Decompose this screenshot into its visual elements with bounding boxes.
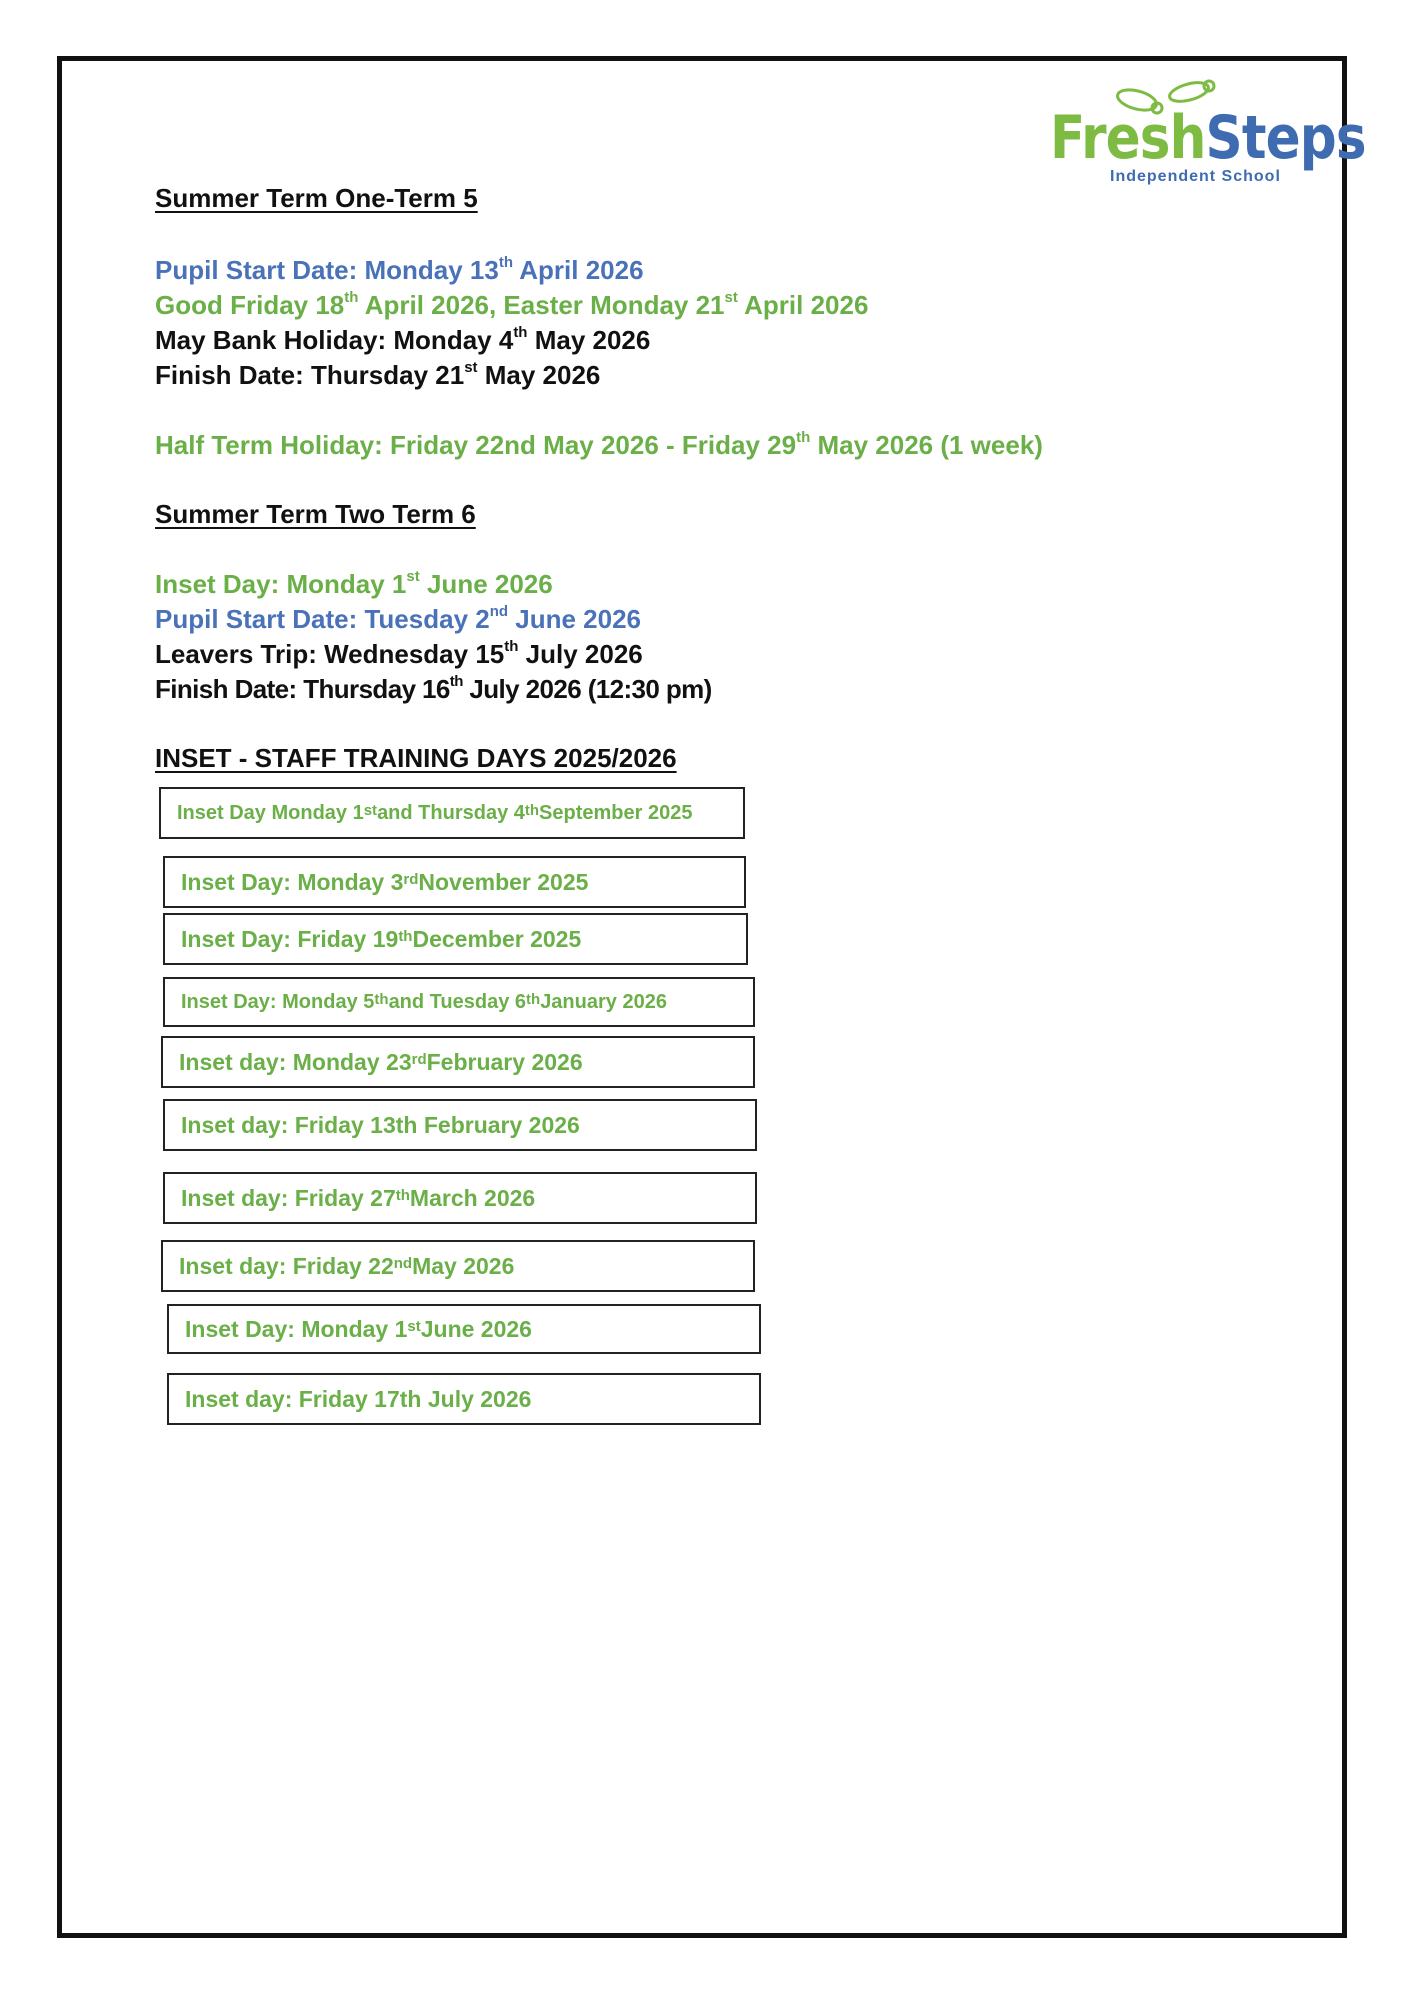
term6-inset-day: Inset Day: Monday 1st June 2026 — [155, 568, 553, 599]
logo-word-steps: Steps — [1205, 103, 1366, 173]
summer-term-two-heading: Summer Term Two Term 6 — [155, 499, 476, 529]
inset-day-box: Inset day: Friday 17th July 2026 — [167, 1373, 761, 1425]
logo-word-fresh: Fresh — [1050, 103, 1206, 173]
inset-day-box: Inset Day: Friday 19 $^{th}$ December 2025 — [163, 913, 748, 965]
inset-day-box: Inset day: Monday 23 $^{rd}$ February 2026 — [161, 1036, 755, 1088]
term6-pupil-start-date: Pupil Start Date: Tuesday 2nd June 2026 — [155, 603, 642, 634]
may-bank-holiday: May Bank Holiday: Monday 4th May 2026 — [155, 324, 651, 355]
inset-day-box: Inset Day: Monday 5 $^{th}$ and Tuesday 6 $^{th}$ January 2026 — [163, 977, 755, 1027]
inset-day-box: Inset Day: Monday 3 $^{rd}$ November 2025 — [163, 856, 746, 908]
inset-day-box: Inset Day Monday 1 $^{st}$ and Thursday 4 $^{th}$ September 2025 — [159, 787, 745, 839]
half-term-holiday: Half Term Holiday: Friday 22nd May 2026 - Friday 29th May 2026 (1 week) — [155, 429, 1043, 460]
inset-day-box: Inset Day: Monday 1 $^{st}$ June 2026 — [167, 1304, 761, 1354]
term5-finish-date: Finish Date: Thursday 21st May 2026 — [155, 359, 601, 390]
easter-dates: Good Friday 18th April 2026, Easter Monday 21st April 2026 — [155, 289, 869, 320]
inset-day-box: Inset day: Friday 13th February 2026 — [163, 1099, 757, 1151]
summer-term-one-heading: Summer Term One-Term 5 — [155, 183, 478, 213]
term6-finish-date: Finish Date: Thursday 16th July 2026 (12:30 pm) — [155, 673, 712, 704]
logo-wordmark — [1050, 103, 1366, 173]
fresh-steps-logo — [1050, 78, 1366, 188]
inset-day-box: Inset day: Friday 27 $^{th}$ March 2026 — [163, 1172, 757, 1224]
inset-day-box: Inset day: Friday 22 $^{nd}$ May 2026 — [161, 1240, 755, 1292]
inset-training-heading: INSET - STAFF TRAINING DAYS 2025/2026 — [155, 743, 677, 773]
logo-subtitle: Independent School — [1110, 168, 1281, 185]
leavers-trip: Leavers Trip: Wednesday 15th July 2026 — [155, 638, 643, 669]
term5-pupil-start-date: Pupil Start Date: Monday 13th April 2026 — [155, 254, 644, 285]
